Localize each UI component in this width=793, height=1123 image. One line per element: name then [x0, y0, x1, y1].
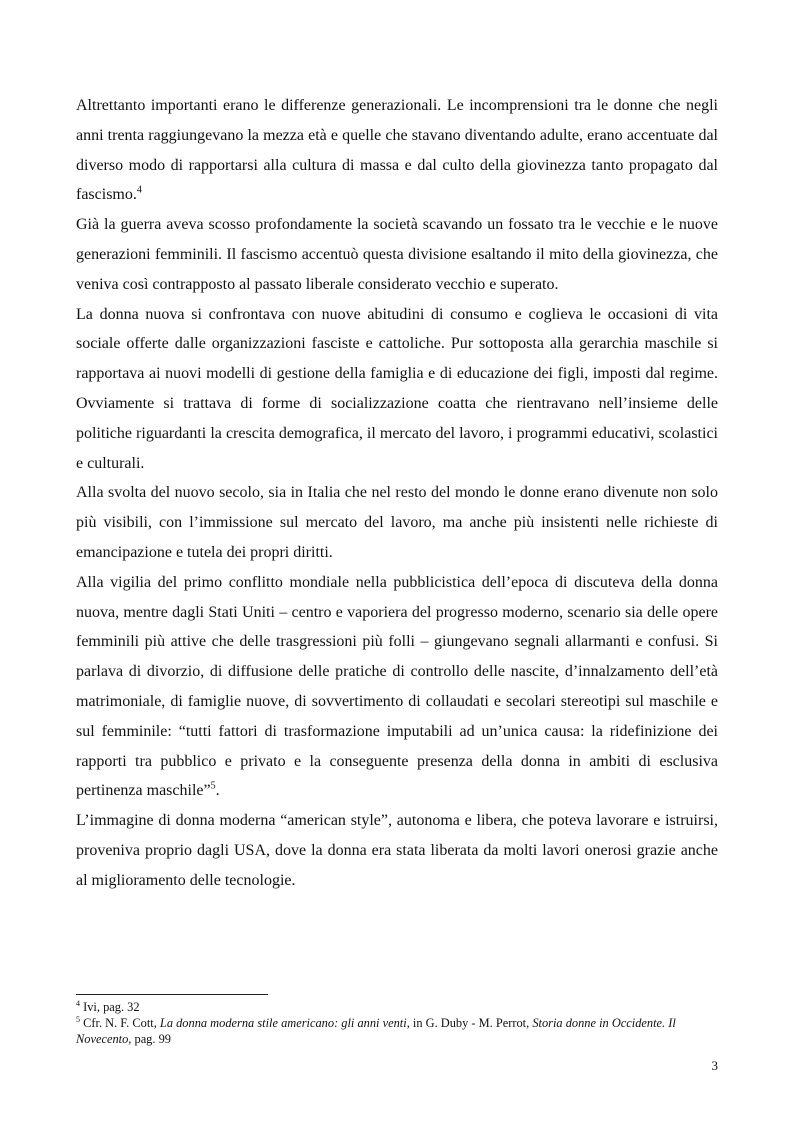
- paragraph: L’immagine di donna moderna “american style”, autonoma e libera, che poteva lavorare e istruirsi, proveniva proprio dagli USA, dove la donna era stata liberata da molti lavori onerosi grazie anche al miglioramento delle tecnologie.: [76, 812, 718, 889]
- paragraph: Altrettanto importanti erano le differenze generazionali. Le incomprensioni tra le donne che negli anni trenta raggiungevano la mezza età e quelle che stavano diventando adulte, erano accentuate dal diverso modo di rapportarsi alla cultura di massa e dal culto della giovinezza tanto propagato dal fascismo.$^4$: [76, 97, 718, 204]
- page-number: 3: [711, 1058, 718, 1073]
- footnotes: [76, 999, 718, 1047]
- footnote-reference: 5: [210, 781, 216, 792]
- body-text: [76, 91, 718, 896]
- footnote-number: 4: [76, 998, 80, 1008]
- footnote: $^4$ Ivi, pag. 32: [76, 998, 140, 1014]
- footnote-separator: [76, 994, 268, 995]
- cited-title: La donna moderna stile americano: gli anni venti: [159, 1016, 407, 1030]
- footnote-number: 5: [76, 1014, 80, 1024]
- footnote: $^5$ Cfr. N. F. Cott, La donna moderna stile americano: gli anni venti, in G. Duby - M. Perrot, Storia donne in Occidente. Il Novecento, pag. 99: [76, 1014, 676, 1046]
- cited-book-title: Storia donne in Occidente. Il Novecento: [76, 1016, 676, 1046]
- paragraph: Alla vigilia del primo conflitto mondiale nella pubblicistica dell’epoca di discuteva della donna nuova, mentre dagli Stati Uniti – centro e vaporiera del progresso moderno, scenario sia delle opere femminili più attive che delle trasgressioni più folli – giungevano segnali allarmanti e confusi. Si parlava di divorzio, di diffusione delle pratiche di controllo delle nascite, d’innalzamento dell’età matrimoniale, di famiglie nuove, di sovvertimento di collaudati e secolari stereotipi sul maschile e sul femminile: “tutti fattori di trasformazione imputabili ad un’unica causa: la ridefinizione dei rapporti tra pubblico e privato e la conseguente presenza della donna in ambiti di esclusiva pertinenza maschile”$^5$.: [76, 573, 718, 800]
- paragraph: Già la guerra aveva scosso profondamente la società scavando un fossato tra le vecchie e le nuove generazioni femminili. Il fascismo accentuò questa divisione esaltando il mito della giovinezza, che veniva così contrapposto al passato liberale considerato vecchio e superato.: [76, 216, 718, 293]
- paragraph: La donna nuova si confrontava con nuove abitudini di consumo e coglieva le occasioni di vita sociale offerte dalle organizzazioni fasciste e cattoliche. Pur sottoposta alla gerarchia maschile si rapportava ai nuovi modelli di gestione della famiglia e di educazione dei figli, imposti dal regime. Ovviamente si trattava di forme di socializzazione coatta che rientravano nell’insieme delle politiche riguardanti la crescita demografica, il mercato del lavoro, i programmi educativi, scolastici e culturali.: [76, 305, 718, 472]
- paragraph: Alla svolta del nuovo secolo, sia in Italia che nel resto del mondo le donne erano divenute non solo più visibili, con l’immissione sul mercato del lavoro, ma anche più insistenti nelle richieste di emancipazione e tutela dei propri diritti.: [76, 484, 718, 561]
- footnote-reference: 4: [136, 185, 142, 197]
